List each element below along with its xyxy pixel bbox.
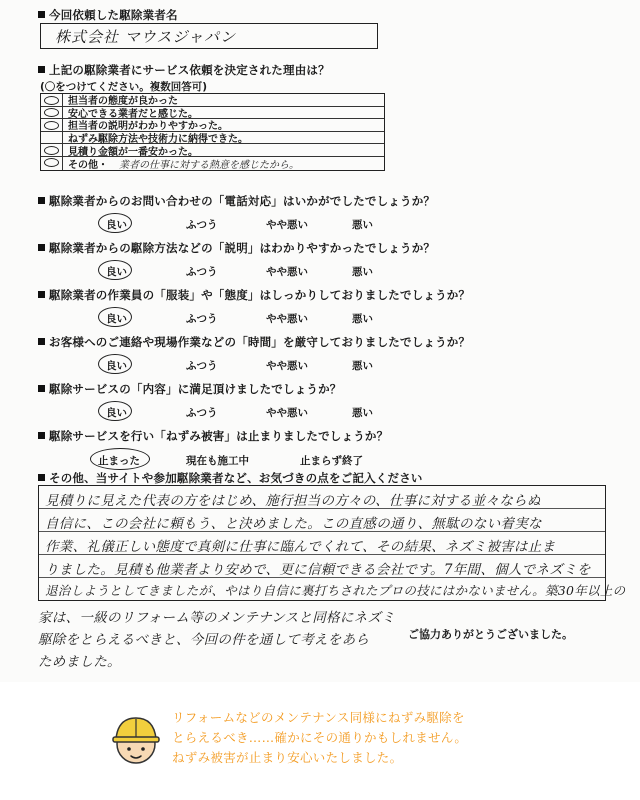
circled-check-icon bbox=[44, 121, 59, 130]
option-not-stopped: 止まらず終了 bbox=[300, 455, 363, 467]
option-fair: ふつう bbox=[186, 266, 218, 278]
company-name-handwriting: 株式会社 マウスジャパン bbox=[55, 28, 237, 46]
question-explanation: 駆除業者からの駆除方法などの「説明」はわかりやすかったでしょうか？ bbox=[38, 240, 435, 256]
option-good: 良い bbox=[106, 360, 127, 372]
staff-comment-line: ねずみ被害が止まり安心いたしました。 bbox=[172, 750, 403, 765]
circled-check-icon bbox=[44, 158, 59, 167]
worker-mascot-icon bbox=[108, 712, 164, 768]
reason-check-cell bbox=[41, 107, 63, 119]
option-good: 良い bbox=[106, 219, 127, 231]
section-company-title: 今回依頼した駆除業者名 bbox=[38, 7, 178, 23]
option-bad: 悪い bbox=[352, 313, 373, 325]
square-bullet-icon bbox=[38, 197, 45, 204]
square-bullet-icon bbox=[38, 432, 45, 439]
remarks-line: 退治しようとしてきましたが、やはり自信に裏打ちされたプロの技にはかないません。築30年以上の bbox=[45, 583, 626, 598]
option-fair: ふつう bbox=[186, 313, 218, 325]
square-bullet-icon bbox=[38, 474, 45, 481]
option-slightly-bad: やや悪い bbox=[266, 407, 308, 419]
question-phone: 駆除業者からのお問い合わせの「電話対応」はいかがでしたでしょうか？ bbox=[38, 193, 435, 209]
reason-row: ねずみ駆除方法や技術力に納得できた。 bbox=[41, 132, 384, 145]
section-remarks-title: その他、当サイトや参加駆除業者など、お気づきの点をご記入ください bbox=[38, 470, 423, 486]
circled-check-icon bbox=[44, 108, 59, 117]
reason-row: 安心できる業者だと感じた。 bbox=[41, 107, 384, 120]
option-bad: 悪い bbox=[352, 266, 373, 278]
remarks-continuation-line: 駆除をとらえるべきと、今回の件を通して考えをあら bbox=[38, 632, 370, 648]
reason-row: 見積り金額が一番安かった。 bbox=[41, 144, 384, 157]
square-bullet-icon bbox=[38, 291, 45, 298]
option-good: 良い bbox=[106, 407, 127, 419]
option-bad: 悪い bbox=[352, 219, 373, 231]
option-good: 良い bbox=[106, 266, 127, 278]
option-fair: ふつう bbox=[186, 360, 218, 372]
option-good: 良い bbox=[106, 313, 127, 325]
reason-row: 担当者の説明がわかりやすかった。 bbox=[41, 119, 384, 132]
option-stopped: 止まった bbox=[98, 455, 140, 467]
question-time: お客様へのご連絡や現場作業などの「時間」を厳守しておりましたでしょうか？ bbox=[38, 334, 470, 350]
remarks-line: 見積りに見えた代表の方をはじめ、施行担当の方々の、仕事に対する並々ならぬ bbox=[45, 493, 541, 509]
option-slightly-bad: やや悪い bbox=[266, 266, 308, 278]
question-content: 駆除サービスの「内容」に満足頂けましたでしょうか？ bbox=[38, 381, 342, 397]
square-bullet-icon bbox=[38, 338, 45, 345]
option-bad: 悪い bbox=[352, 407, 373, 419]
remarks-line: 作業、礼儀正しい態度で真剣に仕事に臨んでくれて、その結果、ネズミ被害は止ま bbox=[45, 539, 556, 555]
option-fair: ふつう bbox=[186, 407, 218, 419]
reason-check-cell bbox=[41, 119, 63, 131]
question-damage: 駆除サービスを行い「ねずみ被害」は止まりましたでしょうか？ bbox=[38, 428, 388, 444]
company-name-box bbox=[40, 23, 378, 49]
option-ongoing: 現在も施工中 bbox=[186, 455, 249, 467]
staff-comment-line: とらえるべき……確かにその通りかもしれません。 bbox=[172, 730, 468, 745]
question-attire: 駆除業者の作業員の「服装」や「態度」はしっかりしておりましたでしょうか？ bbox=[38, 287, 470, 303]
reasons-instruction: (〇をつけてください。複数回答可) bbox=[40, 81, 208, 93]
reason-check-cell bbox=[41, 157, 63, 170]
staff-comment-line: リフォームなどのメンテナンス同様にねずみ駆除を bbox=[172, 710, 465, 725]
square-bullet-icon bbox=[38, 66, 45, 73]
reasons-checklist bbox=[40, 93, 385, 171]
thanks-message: ご協力ありがとうございました。 bbox=[408, 628, 573, 641]
reason-check-cell bbox=[41, 94, 63, 106]
remarks-continuation-line: ためました。 bbox=[38, 654, 121, 670]
reason-row: その他・ 業者の仕事に対する熱意を感じたから。 bbox=[41, 157, 384, 170]
remarks-box bbox=[38, 485, 626, 601]
square-bullet-icon bbox=[38, 11, 45, 18]
reason-row: 担当者の態度が良かった bbox=[41, 94, 384, 107]
option-slightly-bad: やや悪い bbox=[266, 313, 308, 325]
reason-check-cell bbox=[41, 144, 63, 156]
remarks-line: 自信に、この会社に頼もう、と決めました。この直感の通り、無駄のない着実な bbox=[45, 516, 542, 532]
circled-check-icon bbox=[44, 96, 59, 105]
square-bullet-icon bbox=[38, 244, 45, 251]
other-reason-handwriting: 業者の仕事に対する熱意を感じたから。 bbox=[119, 159, 299, 171]
option-slightly-bad: やや悪い bbox=[266, 360, 308, 372]
remarks-continuation-line: 家は、一級のリフォーム等のメンテナンスと同格にネズミ bbox=[38, 610, 396, 626]
remarks-line: りました。見積も他業者より安めで、更に信頼できる会社です。7年間、個人でネズミを bbox=[45, 562, 591, 578]
square-bullet-icon bbox=[38, 385, 45, 392]
circled-check-icon bbox=[44, 146, 59, 155]
option-slightly-bad: やや悪い bbox=[266, 219, 308, 231]
option-fair: ふつう bbox=[186, 219, 218, 231]
reason-check-cell bbox=[41, 132, 63, 144]
option-bad: 悪い bbox=[352, 360, 373, 372]
section-reasons-title: 上記の駆除業者にサービス依頼を決定された理由は？ bbox=[38, 62, 330, 78]
